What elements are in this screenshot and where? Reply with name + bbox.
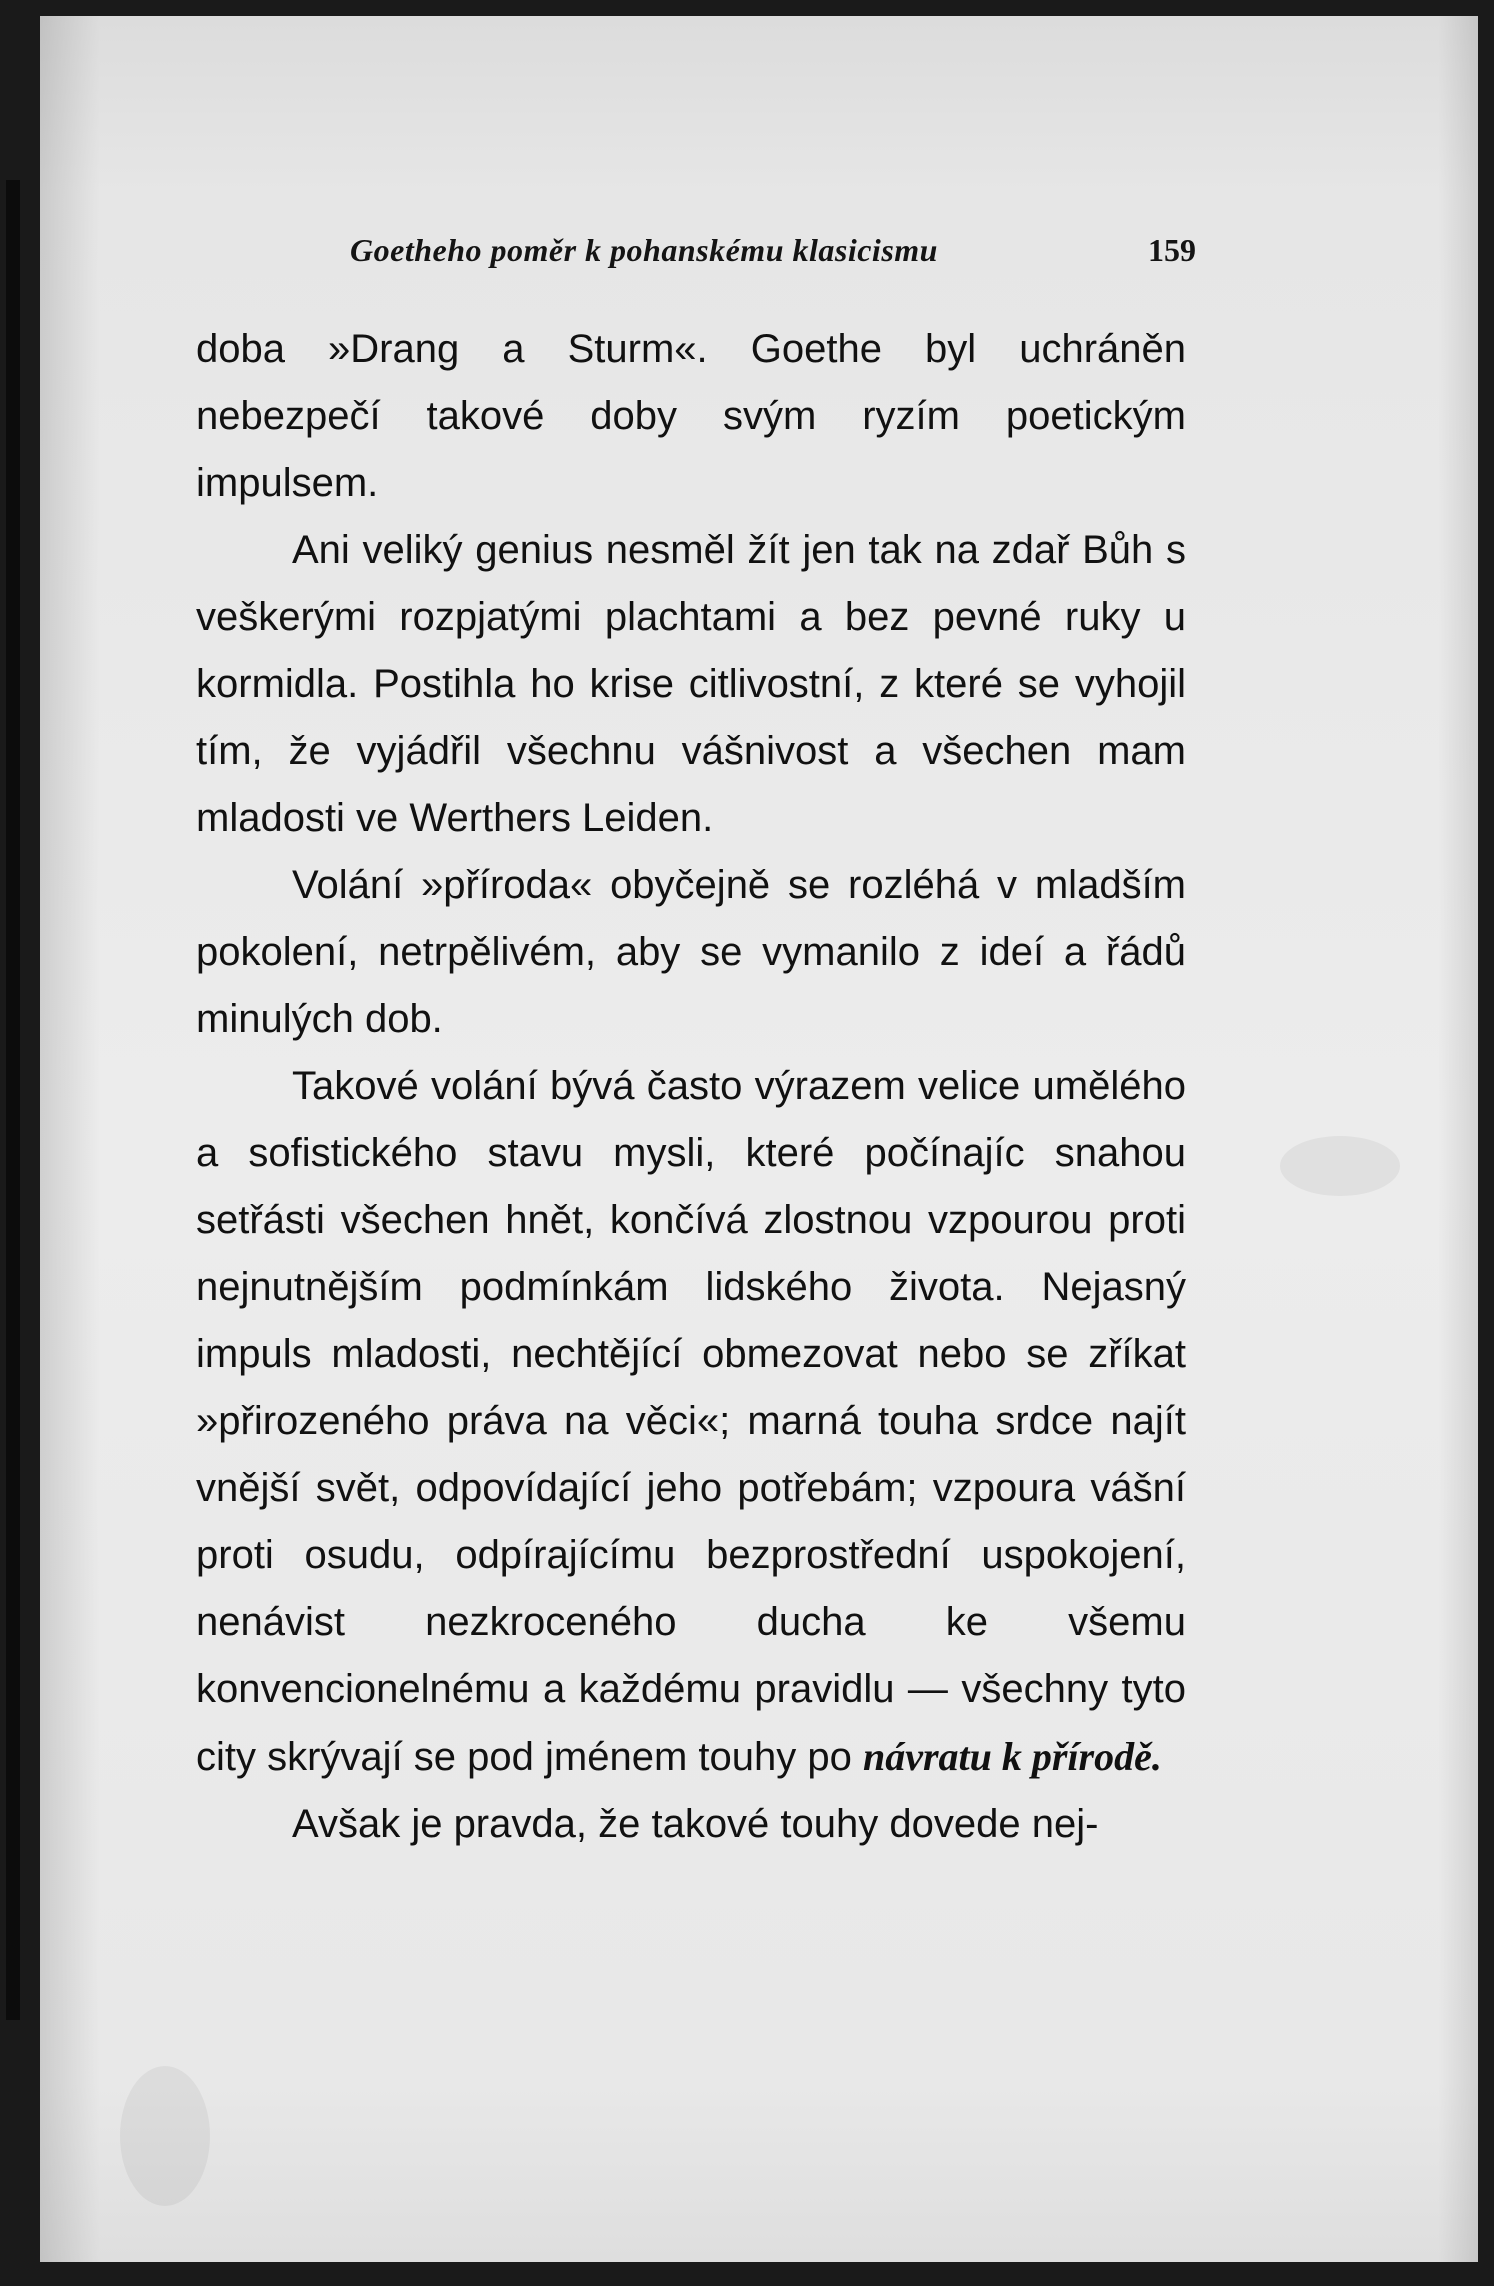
paragraph-text: Ani veliký genius nesměl žít jen tak na zdař Bůh s veškerými rozpjatými plachtami a bez pevné ruky u kormidla. Postihla ho krise citlivostní, z které se vyhojil tím, že vyjádřil všechnu vášnivost a všechen mam mladosti ve Werthers Leiden. [196,528,1186,840]
running-header [350,228,1196,284]
book-spine-shadow [6,180,20,2020]
emphasized-phrase: návratu k přírodě. [862,1734,1162,1779]
running-title: Goetheho poměr k pohanskému klasicismu [350,232,938,268]
page-number: 159 [1148,232,1196,268]
paragraph [196,1053,1186,1791]
paragraph-text: Volání »příroda« obyčejně se rozléhá v mladším pokolení, netrpělivém, aby se vymanilo z ideí a řádů minulých dob. [196,863,1186,1041]
paragraph-text: Takové volání bývá často výrazem velice umělého a sofistického stavu mysli, které počínajíc snahou setřásti všechen hnět, končívá zlostnou vzpourou proti nejnutnějším podmínkám lidského života. Nejasný impuls mladosti, nechtějící obmezovat nebo se zříkat »přirozeného práva na věci«; marná touha srdce najít vnější svět, odpovídající jeho potřebám; vzpoura vášní proti osudu, odpírajícímu bezprostřední uspokojení, nenávist nezkroceného ducha ke všemu konvencionelnému a každému pravidlu — všechny tyto city skrývají se pod jménem touhy po [196,1064,1186,1779]
paper-stain [120,2066,210,2206]
paragraph-text: doba »Drang a Sturm«. Goethe byl uchráněn nebezpečí takové doby svým ryzím poetickým impulsem. [196,327,1186,505]
paragraph [196,1791,1186,1858]
paragraph [196,316,1186,517]
paragraph [196,517,1186,852]
paragraph [196,852,1186,1053]
body-text [196,316,1186,1858]
paper-stain [1280,1136,1400,1196]
paragraph-text: Avšak je pravda, že takové touhy dovede nej- [292,1802,1099,1846]
